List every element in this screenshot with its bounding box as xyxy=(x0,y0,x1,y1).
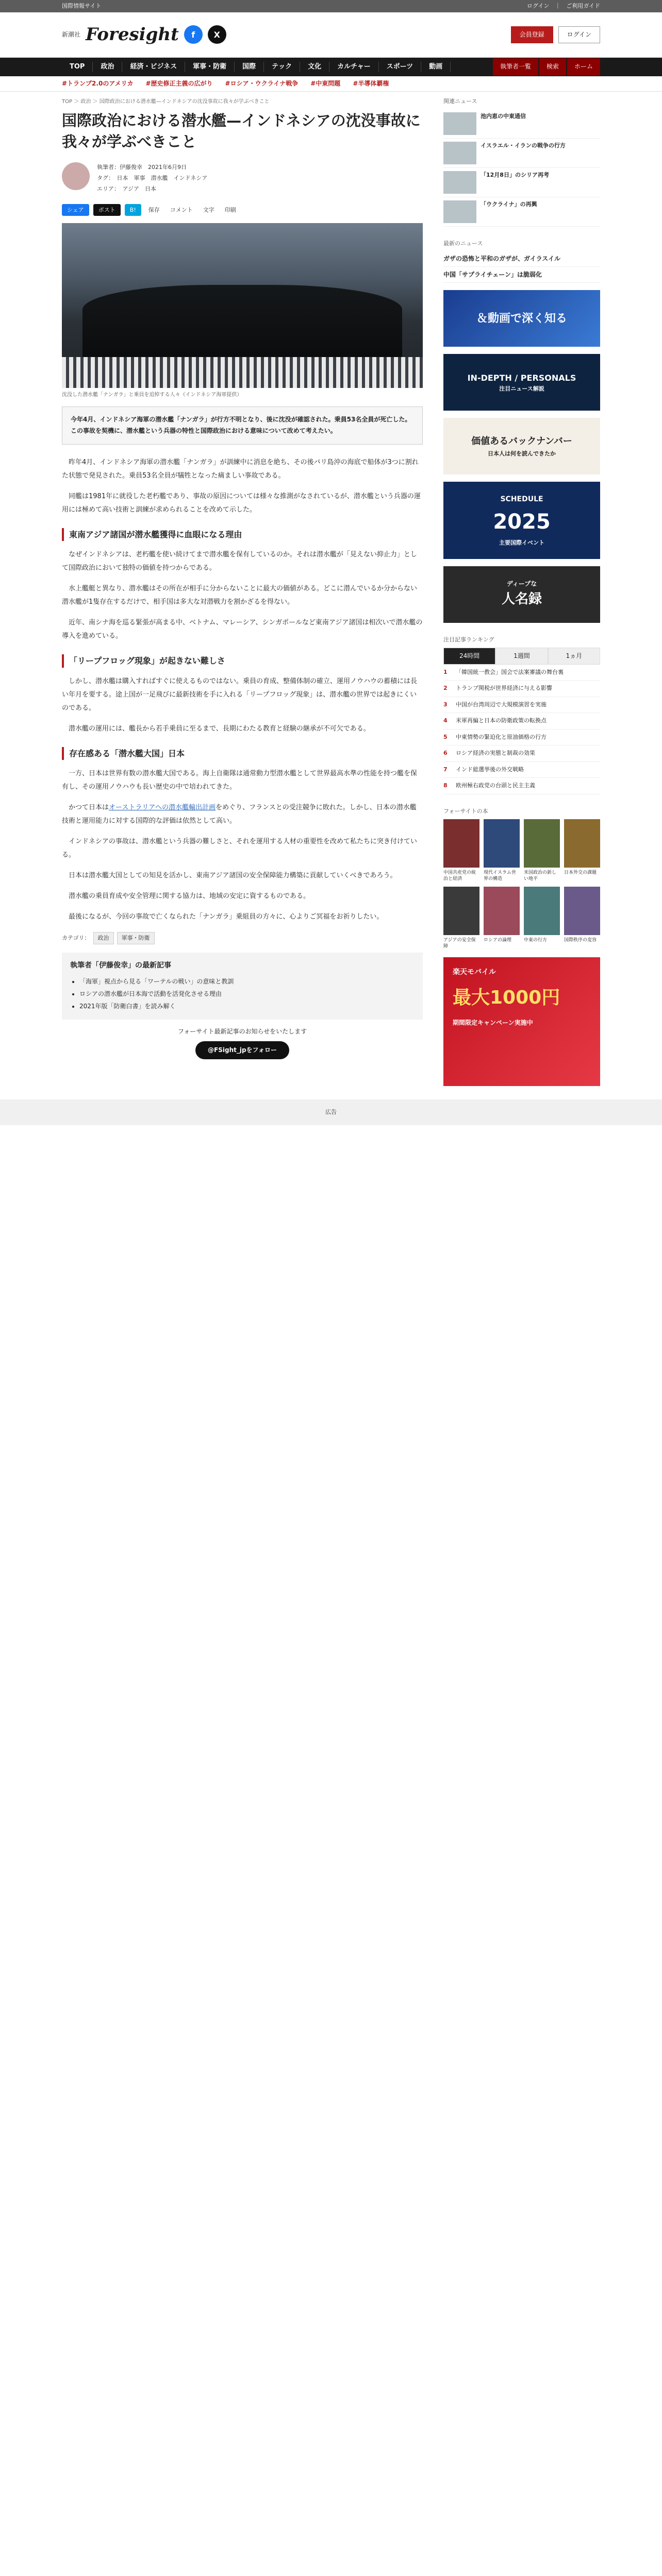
schedule-banner[interactable] xyxy=(443,482,600,559)
author-latest-box xyxy=(62,953,423,1020)
inline-link[interactable]: オーストラリアへの潜水艦輸出計画 xyxy=(109,804,216,812)
paragraph: 最後になるが、今回の事故で亡くなられた「ナンガラ」乗組員の方々に、心よりご冥福をお祈りしたい。 xyxy=(69,913,384,921)
book-cover xyxy=(484,819,520,868)
author-article-link[interactable]: • 2021年版「防衛白書」を読み解く xyxy=(79,1000,415,1012)
share-x-button[interactable]: ポスト xyxy=(93,204,121,216)
rank-number: 4 xyxy=(443,717,448,724)
ranking-item[interactable] xyxy=(443,713,600,730)
banner-title: 人名録 xyxy=(501,591,542,607)
nav-top[interactable]: TOP xyxy=(62,62,93,73)
section-heading: 「リープフロッグ現象」が起きない難しさ xyxy=(62,654,423,668)
x-icon[interactable]: X xyxy=(208,25,226,44)
category-chip[interactable]: 軍事・防衛 xyxy=(117,932,155,944)
ranking-item[interactable] xyxy=(443,778,600,794)
paragraph-text: をめぐり、フランスとの受注競争に敗れた。しかし、日本の潜水艦技術と運用能力に対する国際的な評価は依然として高い。 xyxy=(62,804,417,825)
nav-tech[interactable]: テック xyxy=(264,62,300,73)
news-title: 「ウクライナ」の再興 xyxy=(481,200,537,208)
paragraph: 潜水艦の乗員育成や安全管理に関する協力は、地域の安定に資するものである。 xyxy=(69,892,310,901)
ranking-tab-24h[interactable]: 24時間 xyxy=(443,648,495,665)
ranking-title: 注目記事ランキング xyxy=(443,636,494,643)
rank-number: 1 xyxy=(443,668,448,675)
article-area[interactable]: エリア： アジア 日本 xyxy=(97,185,157,192)
category-chip[interactable]: 政治 xyxy=(93,932,114,944)
article-title: 国際政治における潜水艦—インドネシアの沈没事故に我々が学ぶべきこと xyxy=(62,112,421,150)
comment-button[interactable]: コメント xyxy=(170,206,193,213)
nav-culture2[interactable]: カルチャー xyxy=(329,62,379,73)
sidebar xyxy=(443,92,600,1093)
book-cover xyxy=(484,887,520,935)
ranking-tab-week[interactable]: 1週間 xyxy=(495,648,548,665)
book-item[interactable] xyxy=(564,887,600,950)
book-cover xyxy=(524,819,560,868)
paragraph: 一方、日本は世界有数の潜水艦大国である。海上自衛隊は通常動力型潜水艦として世界最高水準の性能を持つ艦を保有し、その運用ノウハウも長い歴史の中で培われてきた。 xyxy=(62,770,418,791)
tag-link[interactable]: #ロシア・ウクライナ戦争 xyxy=(225,79,299,87)
side-pick-title: 関連ニュース xyxy=(443,98,477,105)
nav-sports[interactable]: スポーツ xyxy=(379,62,421,73)
book-item[interactable] xyxy=(484,887,520,950)
tag-link[interactable]: #歴史修正主義の広がり xyxy=(145,79,213,87)
rank-number: 5 xyxy=(443,733,448,740)
side-news-item[interactable] xyxy=(443,109,600,139)
nav-video[interactable]: 動画 xyxy=(421,62,451,73)
news-title: 「12月8日」のシリア再考 xyxy=(481,171,549,178)
follow-x-button[interactable]: @FSight_jpをフォロー xyxy=(195,1041,289,1059)
nav-search[interactable]: 検索 xyxy=(539,58,566,75)
ranking-item[interactable] xyxy=(443,762,600,778)
share-bar xyxy=(62,204,423,216)
category-row xyxy=(62,932,423,944)
rank-title: 中東情勢の緊迫化と原油価格の行方 xyxy=(456,733,547,740)
follow-section xyxy=(62,1027,423,1059)
in-depth-banner[interactable] xyxy=(443,354,600,411)
ad-text: 期間限定キャンペーン実施中 xyxy=(453,1019,533,1026)
paragraph xyxy=(62,801,423,828)
paragraph: 昨年4月、インドネシア海軍の潜水艦「ナンガラ」が訓練中に消息を絶ち、その後バリ島沖の海底で船体が3つに割れた状態で発見された。乗員53名全員が犠牲となった痛ましい事故である。 xyxy=(62,458,419,480)
paragraph-text: かつて日本は xyxy=(69,804,109,812)
nav-authors[interactable]: 執筆者一覧 xyxy=(493,58,538,75)
banner-sub: ディープな xyxy=(506,580,537,587)
section-heading: 存在感ある「潜水艦大国」日本 xyxy=(62,747,423,760)
paragraph: 水上艦艇と異なり、潜水艦はその所在が相手に分からないことに最大の価値がある。どこに潜んでいるか分からない潜水艦が1隻存在するだけで、相手国は多大な対潜戦力を割かざるを得ない。 xyxy=(62,585,418,606)
banner-title: 価値あるバックナンバー xyxy=(471,435,572,447)
rank-title: インド総選挙後の外交戦略 xyxy=(456,766,524,773)
nav-culture[interactable]: 文化 xyxy=(300,62,329,73)
book-title: 日本外交の課題 xyxy=(564,870,597,875)
nav-defense[interactable]: 軍事・防衛 xyxy=(185,62,235,73)
photo-caption: 沈没した潜水艦「ナンガラ」と乗員を追悼する人々（インドネシア海軍提供） xyxy=(62,392,242,398)
rank-number: 2 xyxy=(443,685,448,692)
logo-publisher: 新潮社 xyxy=(62,30,81,38)
rank-title: 米軍再編と日本の防衛政策の転換点 xyxy=(456,717,547,724)
news-thumbnail xyxy=(443,142,476,164)
author-avatar[interactable] xyxy=(62,162,90,190)
tag-link[interactable]: #半導体覇権 xyxy=(353,79,389,87)
article-summary: 今年4月、インドネシア海軍の潜水艦「ナンガラ」が行方不明となり、後に沈没が確認された。乗員53名全員が死亡した。この事故を契機に、潜水艦という兵器の特性と国際政治における意味について改めて考えたい。 xyxy=(62,406,423,444)
follow-text: フォーサイト最新記事のお知らせをいたします xyxy=(177,1028,307,1036)
submarine-image xyxy=(82,285,402,367)
news-title: 池内恵の中東通信 xyxy=(481,112,526,120)
side-news-item[interactable] xyxy=(443,139,600,168)
trending-tags xyxy=(0,76,662,92)
rank-title: ロシア経済の実態と制裁の効果 xyxy=(456,750,535,757)
paragraph: インドネシアの事故は、潜水艦という兵器の難しさと、それを運用する人材の重要性を改めて私たちに突き付けている。 xyxy=(62,838,417,859)
author-article-link[interactable]: • ロシアの潜水艦が日本海で活動を活発化させる理由 xyxy=(79,988,415,1000)
book-title: 国際秩序の変容 xyxy=(564,937,597,943)
crowd-image xyxy=(62,357,423,388)
book-title: 現代イスラム世界の構造 xyxy=(484,870,516,882)
publish-date: 2021年6月9日 xyxy=(148,164,187,171)
footer-ad: 広告 xyxy=(0,1099,662,1125)
print-button[interactable]: 印刷 xyxy=(224,206,236,213)
book-item[interactable] xyxy=(524,819,560,883)
rank-number: 3 xyxy=(443,701,448,708)
banner-sub: 日本人は何を読んできたか xyxy=(488,450,556,457)
books-title: フォーサイトの本 xyxy=(443,807,488,815)
news-thumbnail xyxy=(443,112,476,135)
rank-number: 7 xyxy=(443,766,448,773)
topbar xyxy=(0,0,662,12)
banner-year: 2025 xyxy=(493,510,551,534)
advertisement[interactable] xyxy=(443,957,600,1086)
logo[interactable] xyxy=(62,21,226,48)
site-header xyxy=(0,12,662,58)
news-title: イスラエル・イランの戦争の行方 xyxy=(481,142,566,149)
banner-title: ＆動画で深く知る xyxy=(476,312,567,325)
paragraph: なぜインドネシアは、老朽艦を使い続けてまで潜水艦を保有しているのか。それは潜水艦が「見えない抑止力」として国際政治において独特の価値を持つからである。 xyxy=(62,551,417,572)
ranking-item[interactable] xyxy=(443,681,600,697)
banner-sub: 主要国際イベント xyxy=(499,539,544,546)
ranking-section xyxy=(443,630,600,794)
register-button[interactable]: 会員登録 xyxy=(511,26,553,43)
rank-title: 「韓国統一教会」国会で法案審議の舞台裏 xyxy=(456,668,564,675)
author-box-title: 執筆者「伊藤俊幸」の最新記事 xyxy=(70,961,171,970)
backnumber-banner[interactable] xyxy=(443,418,600,474)
ranking-item[interactable] xyxy=(443,665,600,681)
category-label: カテゴリ： xyxy=(62,935,90,942)
nav-politics[interactable]: 政治 xyxy=(93,62,122,73)
tag-link[interactable]: #トランプ2.0のアメリカ xyxy=(62,79,134,87)
banner-title: SCHEDULE xyxy=(500,495,543,504)
book-cover xyxy=(443,819,479,868)
book-title: 中東の行方 xyxy=(524,937,548,943)
banner-title: IN-DEPTH / PERSONALS xyxy=(467,372,576,383)
side-news-item[interactable] xyxy=(443,168,600,197)
news-thumbnail xyxy=(443,200,476,223)
topbar-links[interactable]: ログイン ｜ ご利用ガイド xyxy=(526,3,600,10)
side-list-item[interactable]: ガザの恐怖と平和のガザが、ガイラスイル xyxy=(443,251,600,267)
books-section xyxy=(443,802,600,950)
book-title: 中国共産党の統治と経済 xyxy=(443,870,476,882)
author-article-link[interactable]: • 「海軍」視点から見る「ワーテルの戦い」の意味と教訓 xyxy=(79,975,415,988)
paragraph: 日本は潜水艦大国としての知見を活かし、東南アジア諸国の安全保障能力構築に貢献していくべきであろう。 xyxy=(69,872,397,880)
tag-link[interactable]: #中東問題 xyxy=(310,79,341,87)
rank-title: トランプ関税が世界経済に与える影響 xyxy=(456,685,552,692)
book-cover xyxy=(564,819,600,868)
book-item[interactable] xyxy=(484,819,520,883)
book-title: アジアの安全保障 xyxy=(443,937,476,950)
login-button[interactable]: ログイン xyxy=(558,26,600,43)
rank-title: 欧州極右政党の台頭と民主主義 xyxy=(456,782,535,789)
rank-title: 中国が台湾周辺で大規模演習を実施 xyxy=(456,701,547,708)
rank-number: 6 xyxy=(443,750,448,757)
breadcrumb[interactable]: TOP ＞ 政治 ＞ 国際政治における潜水艦—インドネシアの沈没事故に我々が学ぶべきこと xyxy=(62,99,270,105)
ad-headline: 最大1000円 xyxy=(453,987,560,1009)
banner-sub: 注目ニュース解説 xyxy=(499,385,544,393)
paragraph: 潜水艦の運用には、艦長から若手乗員に至るまで、長期にわたる教育と経験の継承が不可欠である。 xyxy=(69,724,370,733)
share-hatena-button[interactable]: B! xyxy=(125,204,141,216)
ranking-tab-month[interactable]: 1ヵ月 xyxy=(548,648,600,665)
topbar-site-name: 国際情報サイト xyxy=(62,3,102,10)
bookmark-button[interactable]: 保存 xyxy=(148,206,160,213)
book-cover xyxy=(564,887,600,935)
paragraph: 同艦は1981年に就役した老朽艦であり、事故の原因については様々な推測がなされているが、潜水艦という兵器の運用には極めて高い技術と訓練が求められることを改めて示した。 xyxy=(62,492,421,514)
book-item[interactable] xyxy=(443,819,479,883)
book-item[interactable] xyxy=(443,887,479,950)
ranking-item[interactable] xyxy=(443,745,600,762)
nav-international[interactable]: 国際 xyxy=(235,62,264,73)
side-news-item[interactable] xyxy=(443,197,600,227)
facebook-icon[interactable]: f xyxy=(184,25,203,44)
share-facebook-button[interactable]: シェア xyxy=(62,204,89,216)
paragraph: しかし、潜水艦は購入すればすぐに使えるものではない。乗員の育成、整備体制の確立、運用ノウハウの蓄積には長い年月を要する。途上国が一足飛びに最新技術を手に入れる「リープフロッグ現象」は、潜水艦の世界では起きにくいのである。 xyxy=(62,677,418,712)
ad-brand: 楽天モバイル xyxy=(453,968,496,976)
book-item[interactable] xyxy=(564,819,600,883)
nav-business[interactable]: 経済・ビジネス xyxy=(122,62,185,73)
book-cover xyxy=(443,887,479,935)
side-list-title: 最新のニュース xyxy=(443,240,483,247)
rank-number: 8 xyxy=(443,782,448,789)
book-cover xyxy=(524,887,560,935)
section-heading: 東南アジア諸国が潜水艦獲得に血眼になる理由 xyxy=(62,528,423,541)
font-size-button[interactable]: 文字 xyxy=(203,206,214,213)
book-item[interactable] xyxy=(524,887,560,950)
video-banner[interactable] xyxy=(443,290,600,347)
book-title: 米国政治の新しい地平 xyxy=(524,870,557,882)
nav-home[interactable]: ホーム xyxy=(567,58,600,75)
article xyxy=(62,92,423,1093)
news-thumbnail xyxy=(443,171,476,194)
main-nav xyxy=(0,58,662,76)
article-photo xyxy=(62,223,423,388)
paragraph: 近年、南シナ海を巡る緊張が高まる中、ベトナム、マレーシア、シンガポールなど東南アジア諸国は相次いで潜水艦の導入を進めている。 xyxy=(62,619,423,640)
book-title: ロシアの論理 xyxy=(484,937,512,943)
author-name[interactable]: 執筆者：伊藤俊幸 xyxy=(97,164,142,171)
side-list-item[interactable]: 中国「サプライチェーン」は脆弱化 xyxy=(443,267,600,283)
article-tags[interactable]: タグ： 日本 軍事 潜水艦 インドネシア xyxy=(97,175,208,182)
article-meta xyxy=(62,162,423,195)
ranking-item[interactable] xyxy=(443,697,600,714)
ranking-item[interactable] xyxy=(443,730,600,746)
logo-text: Foresight xyxy=(86,24,179,45)
people-banner[interactable] xyxy=(443,566,600,623)
